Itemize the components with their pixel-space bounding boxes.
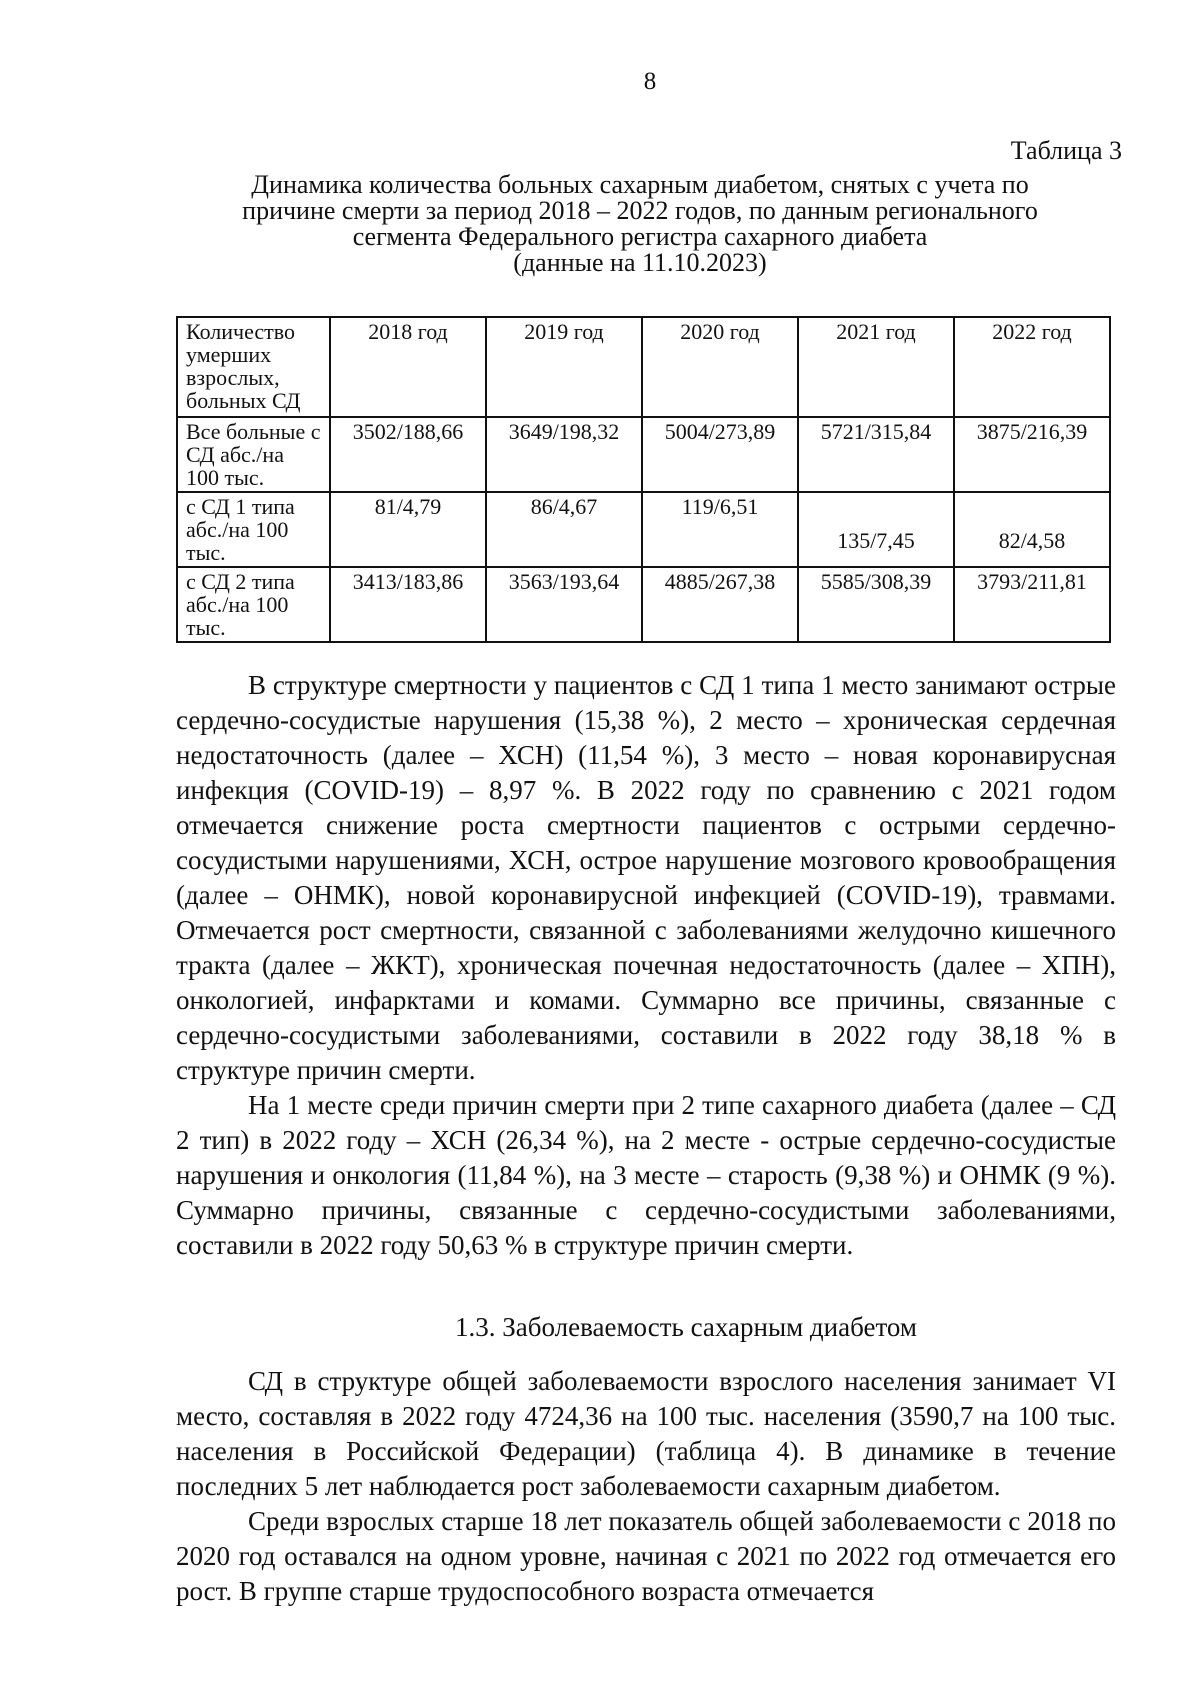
table-cell: 5721/315,84 <box>798 417 954 492</box>
mortality-table <box>176 316 1111 643</box>
table-cell: 5585/308,39 <box>798 567 954 642</box>
table-title <box>200 172 1080 276</box>
table-header-row <box>177 317 1110 417</box>
table-row <box>177 567 1110 642</box>
table-cell: 3502/188,66 <box>330 417 486 492</box>
table-title-line: Динамика количества больных сахарным диабетом, снятых с учета по <box>251 170 1029 199</box>
table-label: Таблица 3 <box>1010 136 1122 165</box>
body-paragraph: Среди взрослых старше 18 лет показатель общей заболеваемости с 2018 по 2020 год оставался на одном уровне, начиная с 2021 по 2022 год отмечается его рост. В группе старше трудоспособного возраста отмечается <box>176 1506 1116 1606</box>
table-row-label: Все больные с СД абс./на 100 тыс. <box>177 417 330 492</box>
table-cell: 5004/273,89 <box>642 417 798 492</box>
table-cell: 3649/198,32 <box>486 417 642 492</box>
table-cell: 82/4,58 <box>954 492 1110 567</box>
table-row <box>177 492 1110 567</box>
table-cell: 86/4,67 <box>486 492 642 567</box>
table-header-cell: 2020 год <box>642 317 798 417</box>
table-row-label: с СД 1 типа абс./на 100 тыс. <box>177 492 330 567</box>
body-paragraph: На 1 месте среди причин смерти при 2 типе сахарного диабета (далее – СД 2 тип) в 2022 году – ХСН (26,34 %), на 2 месте - острые сердечно-сосудистые нарушения и онкология (11,84 %), на 3 месте – старость (9,38 %) и ОНМК (9 %). Суммарно причины, связанные с сердечно-сосудистыми заболеваниями, составили в 2022 году 50,63 % в структуре причин смерти. <box>176 1090 1116 1260</box>
table-cell: 4885/267,38 <box>642 567 798 642</box>
table-header-cell: 2022 год <box>954 317 1110 417</box>
body-text-block <box>176 668 1116 1263</box>
table-header-cell: 2021 год <box>798 317 954 417</box>
table-row-label: с СД 2 типа абс./на 100 тыс. <box>177 567 330 642</box>
table-header-cell: Количество умерших взрослых, больных СД <box>177 317 330 417</box>
table-title-line: сегмента Федерального регистра сахарного диабета <box>352 222 928 251</box>
table-cell: 3413/183,86 <box>330 567 486 642</box>
table-row <box>177 417 1110 492</box>
table-cell: 119/6,51 <box>642 492 798 567</box>
table-title-line: (данные на 11.10.2023) <box>513 248 767 277</box>
page-number: 8 <box>643 68 657 95</box>
table-header-cell: 2018 год <box>330 317 486 417</box>
body-paragraph: СД в структуре общей заболеваемости взрослого населения занимает VI место, составляя в 2022 году 4724,36 на 100 тыс. населения (3590,7 на 100 тыс. населения в Российской Федерации) (таблица 4). В динамике в течение последних 5 лет наблюдается рост заболеваемости сахарным диабетом. <box>176 1366 1116 1501</box>
table-cell: 3875/216,39 <box>954 417 1110 492</box>
section-heading: 1.3. Заболеваемость сахарным диабетом <box>455 1312 917 1342</box>
table-title-line: причине смерти за период 2018 – 2022 годов, по данным регионального <box>242 196 1038 225</box>
table-cell: 3793/211,81 <box>954 567 1110 642</box>
table-cell: 3563/193,64 <box>486 567 642 642</box>
table-cell: 135/7,45 <box>798 492 954 567</box>
table-header-cell: 2019 год <box>486 317 642 417</box>
body-text-block <box>176 1364 1116 1609</box>
body-paragraph: В структуре смертности у пациентов с СД 1 типа 1 место занимают острые сердечно-сосудистые нарушения (15,38 %), 2 место – хроническая сердечная недостаточность (далее – ХСН) (11,54 %), 3 место – новая коронавирусная инфекция (COVID-19) – 8,97 %. В 2022 году по сравнению с 2021 годом отмечается снижение роста смертности пациентов с острыми сердечно-сосудистыми нарушениями, ХСН, острое нарушение мозгового кровообращения (далее – ОНМК), новой коронавирусной инфекцией (COVID-19), травмами. Отмечается рост смертности, связанной с заболеваниями желудочно кишечного тракта (далее – ЖКТ), хроническая почечная недостаточность (далее – ХПН), онкологией, инфарктами и комами. Суммарно все причины, связанные с сердечно-сосудистыми заболеваниями, составили в 2022 году 38,18 % в структуре причин смерти. <box>176 670 1116 1085</box>
table-cell: 81/4,79 <box>330 492 486 567</box>
